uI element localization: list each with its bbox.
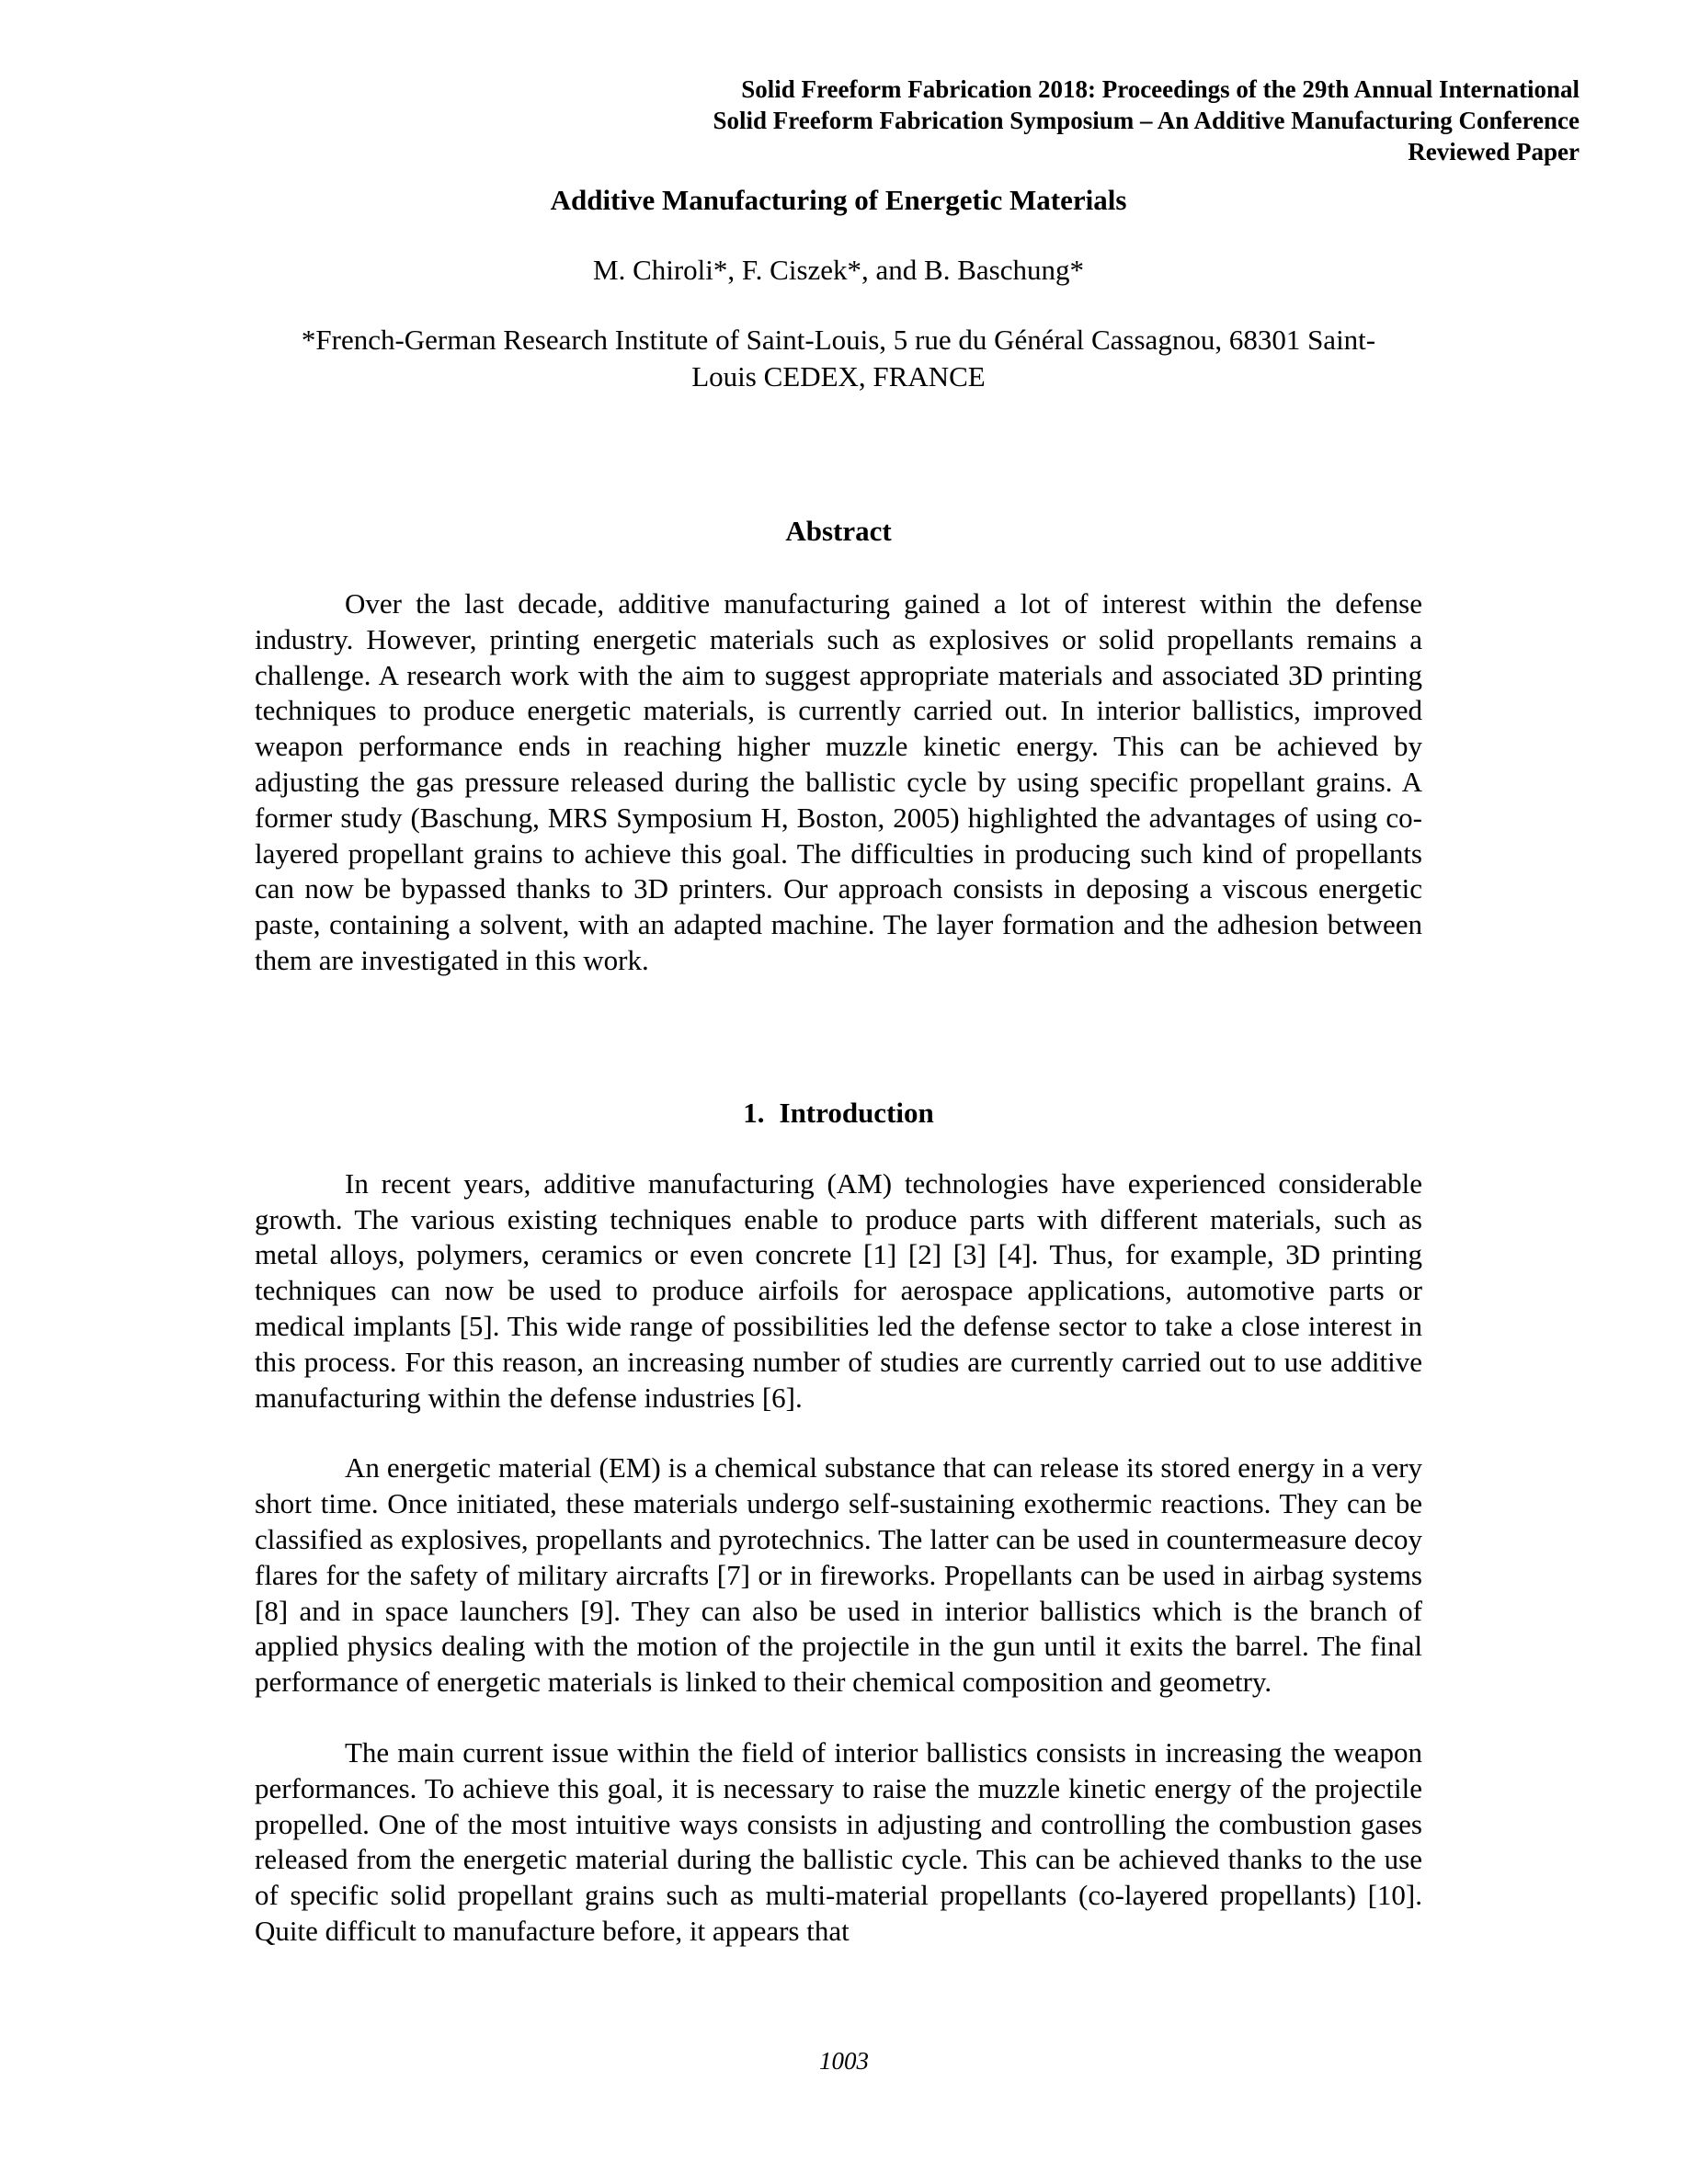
paper-authors: M. Chiroli*, F. Ciszek*, and B. Baschung* bbox=[593, 254, 1084, 286]
intro-paragraph-2: An energetic material (EM) is a chemical substance that can release its stored energy in a very short time. Once initiated, these materials undergo self-sustaining exothermic reactions. They can be classified as explosives, propellants and pyrotechnics. The latter can be used in countermeasure decoy flares for the safety of military aircrafts [7] or in fireworks. Propellants can be used in airbag systems [8] and in space launchers [9]. They can also be used in interior ballistics which is the branch of applied physics dealing with the motion of the projectile in the gun until it exits the barrel. The final performance of energetic materials is linked to their chemical composition and geometry. bbox=[255, 1451, 1422, 1699]
intro-paragraph-3: The main current issue within the field of interior ballistics consists in increasing the weapon performances. To achieve this goal, it is necessary to raise the muzzle kinetic energy of the projectile propelled. One of the most intuitive ways consists in adjusting and controlling the combustion gases released from the energetic material during the ballistic cycle. This can be achieved thanks to the use of specific solid propellant grains such as multi-material propellants (co-layered propellants) [10]. Quite difficult to manufacture before, it appears that bbox=[255, 1735, 1422, 1947]
conference-header-line-1: Solid Freeform Fabrication 2018: Proceedings of the 29th Annual International bbox=[741, 75, 1580, 103]
paper-title: Additive Manufacturing of Energetic Materials bbox=[550, 184, 1127, 216]
affiliation-line-1: *French-German Research Institute of Saint-Louis, 5 rue du Général Cassagnou, 68301 Saint- bbox=[301, 324, 1376, 356]
abstract-text: Over the last decade, additive manufacturing gained a lot of interest within the defense industry. However, printing energetic materials such as explosives or solid propellants remains a challenge. A research work with the aim to suggest appropriate materials and associated 3D printing techniques to produce energetic materials, is currently carried out. In interior ballistics, improved weapon performance ends in reaching higher muzzle kinetic energy. This can be achieved by adjusting the gas pressure released during the ballistic cycle by using specific propellant grains. A former study (Baschung, MRS Symposium H, Boston, 2005) highlighted the advantages of using co-layered propellant grains to achieve this goal. The difficulties in producing such kind of propellants can now be bypassed thanks to 3D printers. Our approach consists in deposing a viscous energetic paste, containing a solvent, with an adapted machine. The layer formation and the adhesion between them are investigated in this work. bbox=[255, 587, 1422, 976]
conference-header-line-3: Reviewed Paper bbox=[1408, 138, 1580, 165]
conference-header bbox=[476, 74, 1580, 167]
conference-header-line-2: Solid Freeform Fabrication Symposium – An Additive Manufacturing Conference bbox=[713, 107, 1580, 134]
section-number: 1. bbox=[743, 1096, 765, 1129]
paper-affiliation bbox=[255, 322, 1422, 395]
abstract-heading: Abstract bbox=[785, 515, 892, 547]
intro-paragraph-1: In recent years, additive manufacturing (AM) technologies have experienced considerable growth. The various existing techniques enable to produce parts with different materials, such as metal alloys, polymers, ceramics or even concrete [1] [2] [3] [4]. Thus, for example, 3D printing techniques can now be used to produce airfoils for aerospace applications, automotive parts or medical implants [5]. This wide range of possibilities led the defense sector to take a close interest in this process. For this reason, an increasing number of studies are currently carried out to use additive manufacturing within the defense industries [6]. bbox=[255, 1166, 1422, 1414]
section-heading-introduction bbox=[255, 1095, 1422, 1132]
section-title: Introduction bbox=[779, 1096, 934, 1129]
page-number: 1003 bbox=[819, 2047, 869, 2075]
affiliation-line-2: Louis CEDEX, FRANCE bbox=[691, 360, 986, 392]
paper-body bbox=[255, 182, 1422, 1950]
